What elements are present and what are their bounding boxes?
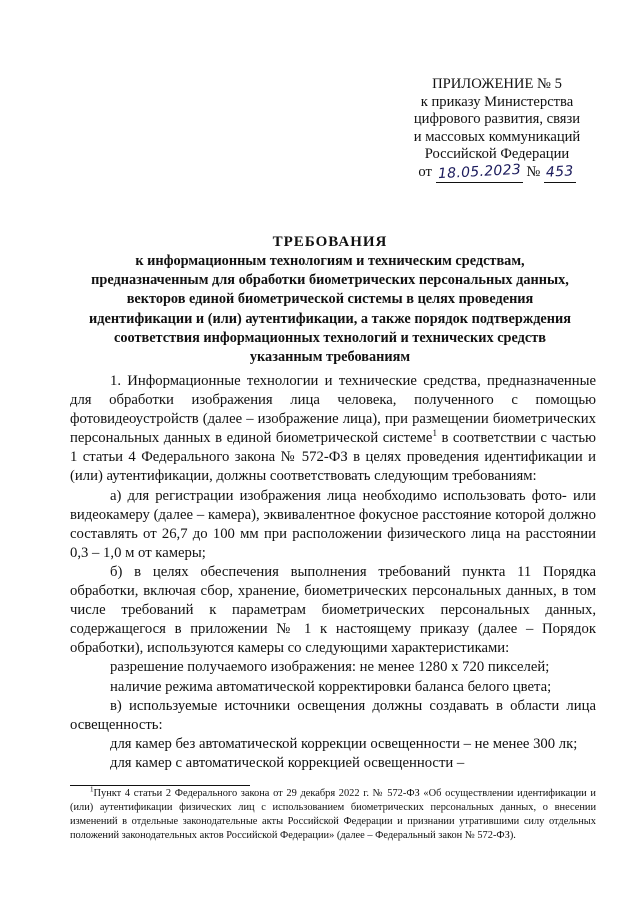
- paragraph-b: б) в целях обеспечения выполнения требований пункта 11 Порядка обработки, включая сбор, хранение, биометрических персональных данных, в том числе требований к параметрам биометрических персональных данных, содержащегося в приложении № 1 к настоящему приказу (далее – Порядок обработки), используются камеры со следующими характеристиками:: [70, 563, 596, 657]
- date-field: [436, 161, 523, 183]
- subtitle-line: идентификации и (или) аутентификации, а также порядок подтверждения: [89, 310, 571, 327]
- paragraph-1-text-a: 1. Информационные технологии и технические средства, предназначенные для обработки изображения лица человека, полученного с помощью фотовидеоустройств (далее – изображение лица), при размещении биометрических персональных данных в единой биометрической системе: [70, 373, 596, 447]
- appendix-number: ПРИЛОЖЕНИЕ № 5: [432, 76, 562, 92]
- appendix-date-line: [395, 161, 599, 183]
- paragraph-1-text-b: в соответствии с частью 1 статьи 4 Федерального закона № 572-ФЗ в целях проведения идентификации и (или) аутентификации, должны соответствовать следующим требованиям:: [70, 430, 596, 485]
- document-title: [66, 232, 594, 367]
- subtitle-line: векторов единой биометрической системы в целях проведения: [126, 291, 534, 308]
- footnote-divider: [70, 785, 250, 786]
- paragraph-white-balance: наличие режима автоматической корректировки баланса белого цвета;: [110, 678, 552, 695]
- subtitle-line: указанным требованиям: [249, 349, 411, 366]
- appendix-ministry-line1: цифрового развития, связи: [413, 111, 581, 128]
- paragraph-1: [70, 372, 596, 487]
- subtitle-line: соответствия информационных технологий и технических средств: [114, 329, 546, 346]
- number-label: №: [526, 163, 541, 180]
- footnote: [70, 787, 596, 843]
- handwritten-number: 453: [545, 163, 574, 181]
- appendix-ministry-line2: и массовых коммуникаций: [413, 128, 581, 145]
- subtitle-line: предназначенным для обработки биометрических персональных данных,: [91, 272, 569, 289]
- subtitle-line: к информационным технологиям и техническим средствам,: [135, 253, 525, 269]
- paragraph-no-auto-correction: для камер без автоматической коррекции освещенности – не менее 300 лк;: [110, 735, 578, 752]
- paragraph-resolution: разрешение получаемого изображения: не менее 1280 x 720 пикселей;: [110, 659, 550, 676]
- title-subtitle: [66, 252, 594, 367]
- footnote-marker: 1: [90, 785, 94, 794]
- document-body: [70, 372, 596, 773]
- number-field: [544, 164, 576, 183]
- appendix-country: Российской Федерации: [424, 146, 570, 163]
- appendix-header: [395, 76, 599, 183]
- footnote-text: [70, 787, 596, 843]
- title-heading: ТРЕБОВАНИЯ: [272, 234, 388, 250]
- date-prefix: от: [418, 163, 432, 180]
- paragraph-v: в) используемые источники освещения должны создавать в области лица освещенность:: [70, 697, 596, 733]
- appendix-order-ref: к приказу Министерства: [420, 93, 574, 110]
- paragraph-a: а) для регистрации изображения лица необходимо использовать фото- или видеокамеру (далее – камера), эквивалентное фокусное расстояние которой должно составлять от 26,7 до 100 мм при расположении физического лица на расстоянии 0,3 – 1,0 м от камеры;: [70, 487, 596, 561]
- handwritten-date: 18.05.2023: [437, 161, 522, 183]
- footnote-ref: 1: [432, 428, 437, 439]
- footnote-body: Пункт 4 статьи 2 Федерального закона от 29 декабря 2022 г. № 572-ФЗ «Об осуществлении идентификации и (или) аутентификации физических лиц с использованием биометрических персональных данных, о внесении изменений в отдельные законодательные акты Российской Федерации и признании утратившими силу отдельных положений законодательных актов Российской Федерации» (далее – Федеральный закон № 572-ФЗ).: [70, 788, 596, 841]
- paragraph-auto-correction: для камер с автоматической коррекцией освещенности –: [110, 754, 465, 771]
